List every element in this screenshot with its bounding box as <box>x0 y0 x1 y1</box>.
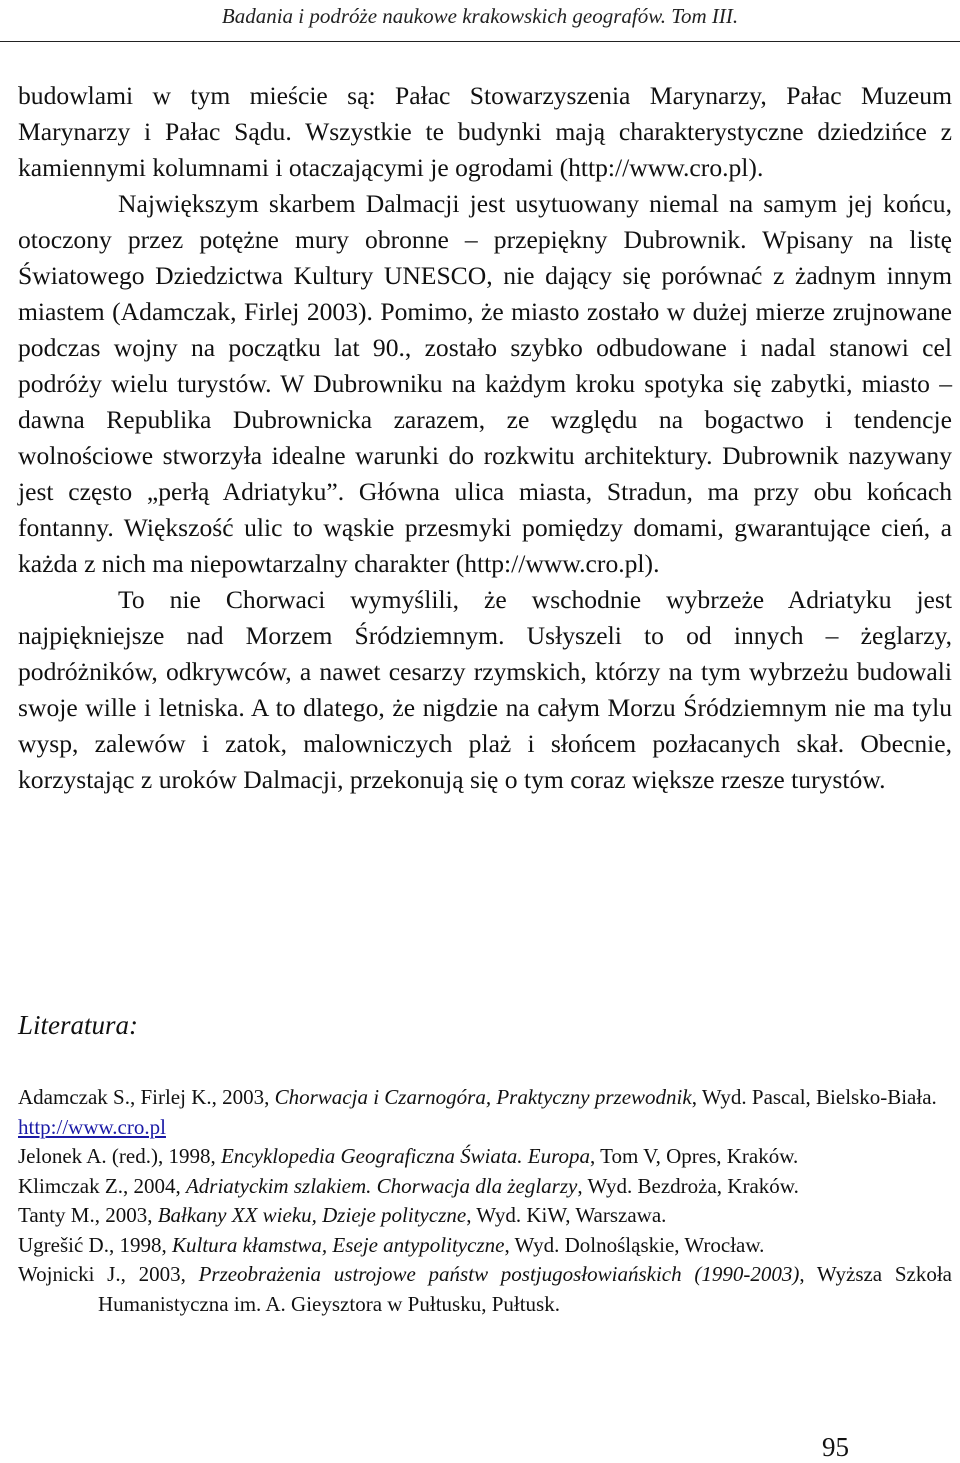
reference-authors: Adamczak S., Firlej K., 2003, <box>18 1085 275 1109</box>
reference-item <box>18 1201 952 1231</box>
reference-authors: Tanty M., 2003, <box>18 1203 158 1227</box>
reference-publisher: , Wyd. KiW, Warszawa. <box>466 1203 667 1227</box>
reference-publisher: , Tom V, Opres, Kraków. <box>589 1144 799 1168</box>
running-header: Badania i podróże naukowe krakowskich geografów. Tom III. <box>221 4 739 28</box>
reference-item <box>18 1260 952 1319</box>
reference-item <box>18 1172 952 1202</box>
reference-publisher: , Wyd. Bezdroża, Kraków. <box>577 1173 799 1198</box>
reference-publisher: , Wyższa Szkoła Humanistyczna im. A. Gieysztora w Pułtusku, Pułtusk. <box>98 1262 953 1316</box>
body-text <box>18 78 952 798</box>
reference-item <box>18 1142 952 1172</box>
header-rule <box>0 41 960 42</box>
reference-link[interactable]: http://www.cro.pl <box>18 1114 166 1139</box>
reference-item <box>18 1083 952 1113</box>
reference-publisher: , Wyd. Dolnośląskie, Wrocław. <box>504 1232 765 1257</box>
reference-title: Adriatyckim szlakiem. Chorwacja dla żeglarzy <box>185 1173 578 1198</box>
reference-authors: Ugrešić D., 1998, <box>18 1232 172 1257</box>
reference-item <box>18 1231 952 1261</box>
reference-publisher: , Wyd. Pascal, Bielsko-Biała. <box>691 1085 937 1109</box>
reference-title: Encyklopedia Geograficzna Świata. Europa <box>220 1144 590 1168</box>
page-number: 95 <box>822 1432 849 1462</box>
reference-item <box>18 1113 952 1143</box>
reference-title: Przeobrażenia ustrojowe państw postjugosłowiańskich (1990-2003) <box>198 1262 800 1286</box>
paragraph: To nie Chorwaci wymyślili, że wschodnie wybrzeże Adriatyku jest najpiękniejsze nad Morzem Śródziemnym. Usłyszeli to od innych – żeglarzy, podróżników, odkrywców, a nawet cesarzy rzymskich, którzy na tym wybrzeżu budowali swoje wille i letniska. A to dlatego, że nigdzie na całym Morzu Śródziemnym nie ma tylu wysp, zalewów i zatok, malowniczych plaż i słońcem pozłacanych skał. Obecnie, korzystając z uroków Dalmacji, przekonują się o tym coraz większe rzesze turystów. <box>18 585 952 794</box>
reference-authors: Klimczak Z., 2004, <box>18 1173 186 1198</box>
reference-title: Bałkany XX wieku, Dzieje polityczne <box>157 1203 467 1227</box>
paragraph: budowlami w tym mieście są: Pałac Stowarzyszenia Marynarzy, Pałac Muzeum Marynarzy i Pałac Sądu. Wszystkie te budynki mają charakterystyczne dziedzińce z kamiennymi kolumnami i otaczającymi je ogrodami (http://www.cro.pl). <box>18 81 952 182</box>
reference-title: Kultura kłamstwa, Eseje antypolityczne <box>171 1232 505 1257</box>
paragraph: Największym skarbem Dalmacji jest usytuowany niemal na samym jej końcu, otoczony przez potężne mury obronne – przepiękny Dubrownik. Wpisany na listę Światowego Dziedzictwa Kultury UNESCO, nie dający się porównać z żadnym innym miastem (Adamczak, Firlej 2003). Pomimo, że miasto zostało w dużej mierze zrujnowane podczas wojny na początku lat 90., zostało szybko odbudowane i nadal stanowi cel podróży wielu turystów. W Dubrowniku na każdym kroku spotyka się zabytki, miasto – dawna Republika Dubrownicka zarazem, ze względu na bogactwo i tendencje wolnościowe stworzyła idealne warunki do rozkwitu architektury. Dubrownik nazywany jest często „perłą Adriatyku”. Główna ulica miasta, Stradun, ma przy obu końcach fontanny. Większość ulic to wąskie przesmyki pomiędzy domami, gwarantujące cień, a każda z nich ma niepowtarzalny charakter (http://www.cro.pl). <box>18 189 952 578</box>
reference-authors: Wojnicki J., 2003, <box>18 1262 199 1286</box>
literature-heading: Literatura: <box>18 1010 139 1040</box>
reference-authors: Jelonek A. (red.), 1998, <box>18 1144 221 1168</box>
reference-list <box>18 1083 952 1319</box>
reference-title: Chorwacja i Czarnogóra, Praktyczny przewodnik <box>274 1085 692 1109</box>
